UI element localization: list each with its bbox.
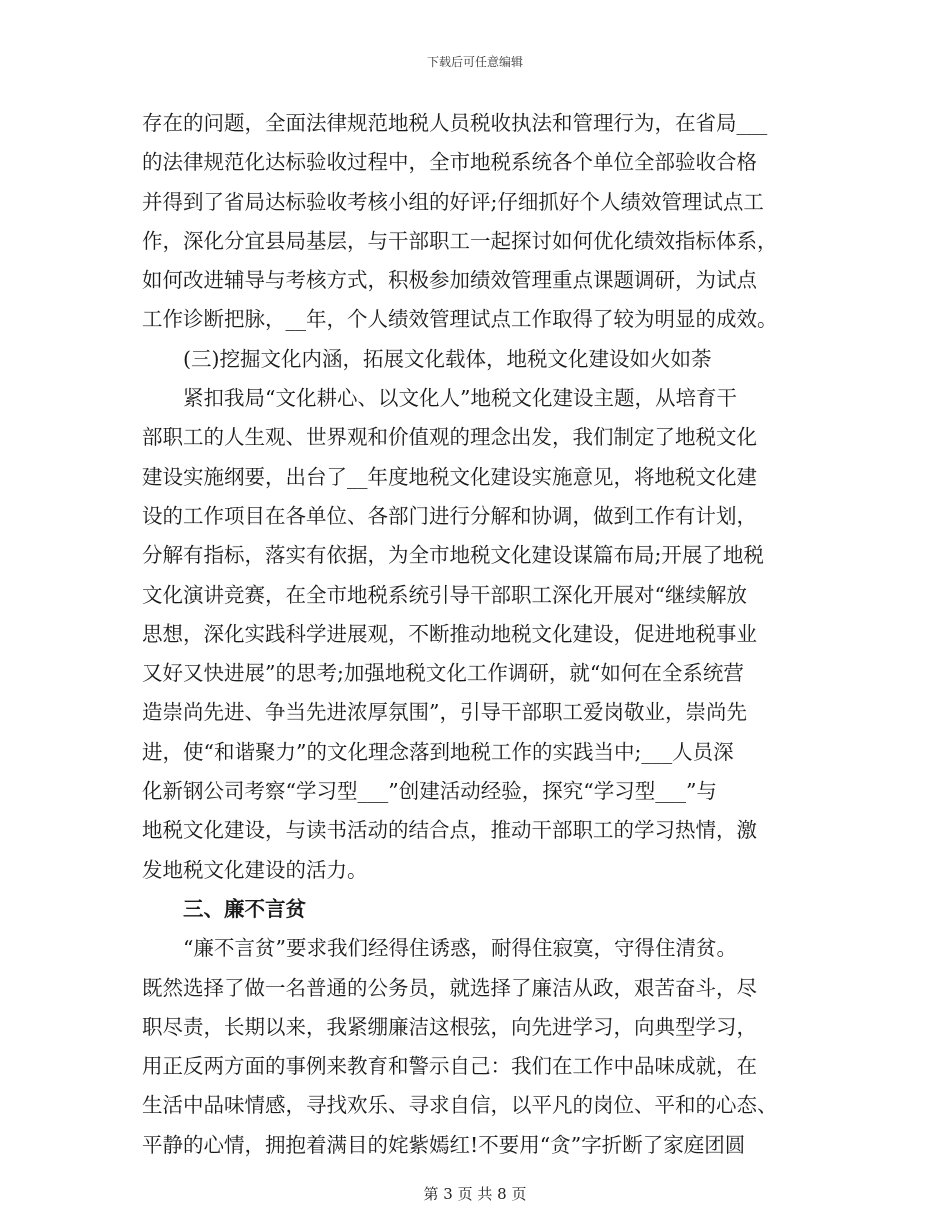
text-line: 文化演讲竞赛，在全市地税系统引导干部职工深化开展对“继续解放	[142, 582, 747, 607]
text-line: 用正反两方面的事例来教育和警示自己：我们在工作中品味成就，在	[142, 1054, 757, 1079]
text-line: 进，使“和谐聚力”的文化理念落到地税工作的实践当中;___人员深	[142, 739, 734, 764]
text-line: 紧扣我局“文化耕心、以文化人”地税文化建设主题，从培育干	[183, 386, 737, 411]
text-line: 化新钢公司考察“学习型___”创建活动经验，探究“学习型___”与	[142, 779, 717, 804]
text-line: 部职工的人生观、世界观和价值观的理念出发，我们制定了地税文化	[142, 425, 757, 450]
text-line: 又好又快进展”的思考;加强地税文化工作调研，就“如何在全系统营	[142, 661, 744, 686]
text-line: 工作诊断把脉，__年，个人绩效管理试点工作取得了较为明显的成效。	[142, 307, 778, 332]
text-line: 发地税文化建设的活力。	[142, 857, 368, 882]
text-line: 职尽责，长期以来，我紧绷廉洁这根弦，向先进学习，向典型学习，	[142, 1014, 757, 1039]
text-line: 如何改进辅导与考核方式，积极参加绩效管理重点课题调研，为试点	[142, 268, 757, 293]
text-line: 分解有指标，落实有依据，为全市地税文化建设谋篇布局;开展了地税	[142, 543, 764, 568]
text-line: 既然选择了做一名普通的公务员，就选择了廉洁从政，艰苦奋斗，尽	[142, 975, 757, 1000]
section-heading: 三、廉不言贫	[183, 896, 306, 921]
text-line: 作，深化分宜县局基层，与干部职工一起探讨如何优化绩效指标体系，	[142, 228, 778, 253]
text-line: 思想，深化实践科学进展观，不断推动地税文化建设，促进地税事业	[142, 621, 757, 646]
text-line: (三)挖掘文化内涵，拓展文化载体，地税文化建设如火如荼	[183, 346, 712, 371]
document-body	[142, 104, 812, 1165]
text-line: 存在的问题，全面法律规范地税人员税收执法和管理行为，在省局___	[142, 111, 768, 135]
text-line: 建设实施纲要，出台了__年度地税文化建设实施意见，将地税文化建	[142, 464, 757, 489]
page-footer: 第 3 页 共 8 页	[423, 1185, 527, 1203]
page-header: 下载后可任意编辑	[426, 55, 523, 69]
text-line: 地税文化建设，与读书活动的结合点，推动干部职工的学习热情，激	[142, 818, 757, 843]
text-line: “廉不言贫”要求我们经得住诱惑，耐得住寂寞，守得住清贫。	[183, 936, 737, 961]
text-line: 平静的心情，拥抱着满目的姹紫嫣红!不要用“贪”字折断了家庭团圆	[142, 1132, 746, 1157]
text-line: 的法律规范化达标验收过程中，全市地税系统各个单位全部验收合格	[142, 150, 757, 175]
text-line: 设的工作项目在各单位、各部门进行分解和协调，做到工作有计划，	[142, 503, 757, 528]
text-line: 生活中品味情感，寻找欢乐、寻求自信，以平凡的岗位、平和的心态、	[142, 1093, 778, 1118]
text-line: 造崇尚先进、争当先进浓厚氛围”，引导干部职工爱岗敬业，崇尚先	[142, 700, 747, 725]
text-line: 并得到了省局达标验收考核小组的好评;仔细抓好个人绩效管理试点工	[142, 189, 764, 214]
